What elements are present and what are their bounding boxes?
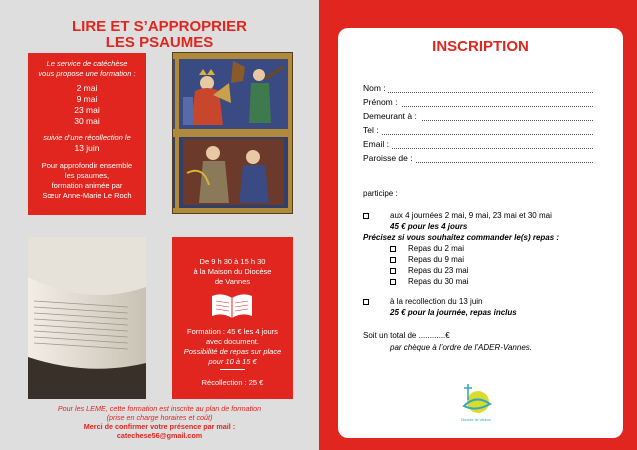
field-label-demeurant: Demeurant à : <box>363 111 417 121</box>
option1-label: aux 4 journées 2 mai, 9 mai, 23 mai et 30 mai <box>390 211 552 220</box>
payment-line: par chèque à l’ordre de l’ADER-Vannes. <box>390 343 533 352</box>
field-tel-input[interactable] <box>382 134 593 135</box>
field-label-prenom: Prénom : <box>363 97 398 107</box>
medieval-king-david-painting <box>172 52 293 214</box>
animator-name: Sœur Anne-Marie Le Roch <box>42 191 132 200</box>
inscription-form <box>338 28 623 438</box>
meal-label: Repas du 30 mai <box>408 277 469 286</box>
leme-line2: (prise en charge horaires et coût) <box>106 413 213 422</box>
recollection-date: 13 juin <box>74 143 100 153</box>
purpose-line2: les psaumes, <box>64 171 110 180</box>
date-item: 23 mai <box>74 105 100 115</box>
recollection-price: Récollection : 25 € <box>201 378 264 387</box>
participe-label: participe : <box>363 189 398 198</box>
date-item: 30 mai <box>74 116 100 126</box>
field-label-paroisse: Paroisse de : <box>363 153 413 163</box>
meal-label: Repas du 2 mai <box>408 244 465 253</box>
flyer-title-line1: LIRE ET S’APPROPRIER <box>71 18 248 35</box>
date-item: 2 mai <box>76 83 98 93</box>
open-bible-photo <box>28 237 146 399</box>
purpose-line1: Pour approfondir ensemble <box>41 161 133 170</box>
field-label-tel: Tel : <box>363 125 379 135</box>
purpose-line3: formation animée par <box>51 181 123 190</box>
option1-checkbox[interactable] <box>363 213 369 219</box>
meal-line2: pour 10 à 15 € <box>208 357 257 366</box>
meal-checkbox[interactable] <box>390 279 396 285</box>
option2-label: à la recollection du 13 juin <box>390 297 483 306</box>
hours: De 9 h 30 à 15 h 30 <box>199 257 266 266</box>
confirm-line: Merci de confirmer votre présence par mail : <box>83 422 236 431</box>
place-line1: à la Maison du Diocèse <box>193 267 272 276</box>
form-title: INSCRIPTION <box>432 38 529 55</box>
meal-label: Repas du 23 mai <box>408 266 469 275</box>
meal-checkbox[interactable] <box>390 268 396 274</box>
formation-box <box>28 53 146 215</box>
meal-label: Repas du 9 mai <box>408 255 465 264</box>
info-box <box>172 237 293 399</box>
field-demeurant-input[interactable] <box>422 120 593 121</box>
diocese-logo-icon <box>456 380 496 420</box>
field-label-nom: Nom : <box>363 83 386 93</box>
leme-line1: Pour les LEME, cette formation est inscrite au plan de formation <box>57 404 262 413</box>
option2-checkbox[interactable] <box>363 299 369 305</box>
contact-email[interactable]: catechese56@gmail.com <box>116 431 203 440</box>
price-line1: Formation : 45 € les 4 jours <box>187 327 278 336</box>
field-nom-input[interactable] <box>388 92 593 93</box>
open-book-icon <box>210 290 254 323</box>
divider <box>220 369 245 370</box>
date-item: 9 mai <box>76 94 98 104</box>
meal-checkbox[interactable] <box>390 257 396 263</box>
intro-line1: Le service de catéchèse <box>46 59 128 68</box>
field-label-email: Email : <box>363 139 389 149</box>
meal-line1: Possibilité de repas sur place <box>183 347 282 356</box>
flyer-title-line2: LES PSAUMES <box>105 34 214 51</box>
field-prenom-input[interactable] <box>402 106 593 107</box>
intro-line2: vous propose une formation : <box>38 69 136 78</box>
meal-checkbox[interactable] <box>390 246 396 252</box>
option1-price: 45 € pour les 4 jours <box>390 222 468 231</box>
followed-by: suivie d’une récollection le <box>43 133 131 142</box>
meals-question: Précisez si vous souhaitez commander le(s) repas : <box>363 233 560 242</box>
dates-list <box>28 83 146 127</box>
diocese-logo <box>456 380 496 426</box>
logo-caption: Diocèse de Vannes <box>460 418 492 422</box>
field-paroisse-input[interactable] <box>416 162 593 163</box>
total-line[interactable]: Soit un total de ............€ <box>363 331 450 340</box>
option2-price: 25 € pour la journée, repas inclus <box>390 308 517 317</box>
field-email-input[interactable] <box>392 148 593 149</box>
price-line2: avec document. <box>206 337 259 346</box>
place-line2: de Vannes <box>214 277 251 286</box>
